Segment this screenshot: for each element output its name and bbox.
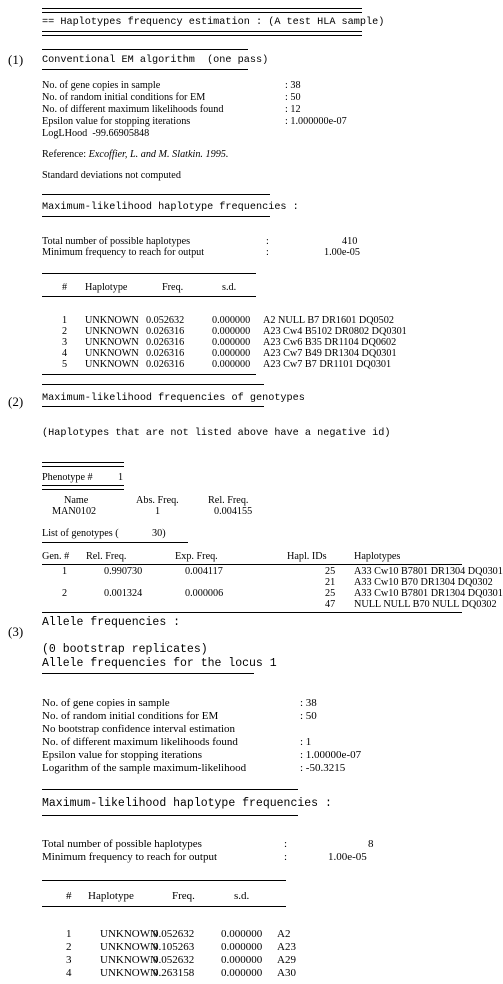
- row-num: 4: [62, 348, 68, 359]
- min-label-2: Minimum frequency to reach for output: [42, 851, 218, 863]
- geno-col-header: Hapl. IDs: [287, 551, 327, 562]
- param-value: : 50: [285, 92, 301, 103]
- section-marker-2: (2): [8, 394, 24, 409]
- row-allele: A29: [277, 954, 296, 966]
- page-title: == Haplotypes frequency estimation : (A test HLA sample): [42, 17, 385, 28]
- reference-label: Reference:: [42, 149, 89, 160]
- col-header: s.d.: [234, 890, 250, 902]
- std-note: Standard deviations not computed: [42, 170, 181, 181]
- col-header: s.d.: [222, 282, 237, 293]
- rule: [42, 49, 248, 50]
- row-sd: 0.000000: [212, 326, 251, 337]
- row-sd: 0.000000: [221, 941, 263, 953]
- reference-authors: Excoffier, L. and M. Slatkin. 1995.: [88, 149, 229, 160]
- header-rule-bottom: [42, 31, 362, 36]
- row-hap: UNKNOWN: [100, 941, 159, 953]
- section-marker-3: (3): [8, 624, 24, 639]
- row-sd: 0.000000: [212, 315, 251, 326]
- pheno-name: MAN0102: [52, 506, 97, 517]
- param-value: : 38: [285, 80, 301, 91]
- geno-id: 21: [325, 577, 336, 588]
- row-alleles: A23 Cw6 B35 DR1104 DQ0602: [263, 337, 397, 348]
- geno-col-header: Rel. Freq.: [86, 551, 127, 562]
- geno-hap: NULL NULL B70 NULL DQ0302: [354, 599, 497, 610]
- row-freq: 0.052632: [153, 954, 195, 966]
- allele-frequencies-title: Allele frequencies :: [42, 616, 181, 629]
- min-value: 1.00e-05: [324, 247, 360, 258]
- genotype-list-label: List of genotypes (: [42, 528, 119, 539]
- rule: [42, 906, 286, 907]
- rule: [42, 789, 298, 790]
- param-value: : 50: [300, 710, 317, 722]
- param-label: No. of different maximum likelihoods found: [42, 104, 224, 115]
- rule: [42, 374, 256, 375]
- mlh-title-2: Maximum-likelihood haplotype frequencies :: [42, 797, 332, 810]
- row-num: 5: [62, 359, 68, 370]
- param-value: : 1: [300, 736, 312, 748]
- geno-col-header: Exp. Freq.: [175, 551, 218, 562]
- param-label: No. of random initial conditions for EM: [42, 92, 206, 103]
- pheno-abs: 1: [155, 506, 161, 517]
- geno-hap: A33 Cw10 B7801 DR1304 DQ0301: [354, 588, 503, 599]
- row-hap: UNKNOWN: [100, 967, 159, 979]
- row-hap: UNKNOWN: [100, 928, 159, 940]
- genotype-mlh-title: Maximum-likelihood frequencies of genotypes: [42, 393, 305, 404]
- total-label-2: Total number of possible haplotypes: [42, 838, 202, 850]
- total-label: Total number of possible haplotypes: [42, 236, 191, 247]
- colon: :: [266, 236, 269, 247]
- param-label: No. of different maximum likelihoods found: [42, 736, 238, 748]
- bootstrap-note: (0 bootstrap replicates): [42, 643, 208, 656]
- negative-id-note: (Haplotypes that are not listed above have a negative id): [42, 428, 391, 439]
- row-hap: UNKNOWN: [85, 337, 139, 348]
- phenotype-label: Phenotype #: [42, 472, 93, 483]
- row-num: 1: [62, 315, 68, 326]
- col-header: #: [66, 890, 72, 902]
- row-alleles: A23 Cw7 B7 DR1101 DQ0301: [263, 359, 392, 370]
- locus-title: Allele frequencies for the locus 1: [42, 657, 277, 670]
- row-freq: 0.105263: [153, 941, 195, 953]
- rule: [42, 485, 124, 490]
- param-value: : -50.3215: [300, 762, 346, 774]
- colon: :: [284, 851, 288, 863]
- row-allele: A23: [277, 941, 296, 953]
- geno-num: 1: [62, 566, 68, 577]
- param-label: No. of gene copies in sample: [42, 80, 161, 91]
- total-value: 410: [342, 236, 358, 247]
- pheno-col-header: Rel. Freq.: [208, 495, 249, 506]
- param-label: Epsilon value for stopping iterations: [42, 749, 203, 761]
- row-freq: 0.052632: [153, 928, 195, 940]
- reference: [42, 149, 228, 161]
- colon: :: [284, 838, 288, 850]
- param-value: : 12: [285, 104, 301, 115]
- rule: [42, 564, 462, 565]
- algo-title: Conventional EM algorithm (one pass): [42, 55, 269, 66]
- row-sd: 0.000000: [221, 928, 263, 940]
- row-num: 2: [66, 941, 72, 953]
- geno-exp: 0.000006: [185, 588, 224, 599]
- param-value: : 38: [300, 697, 317, 709]
- rule: [42, 815, 298, 816]
- row-alleles: A2 NULL B7 DR1601 DQ0502: [263, 315, 394, 326]
- rule: [42, 542, 188, 543]
- row-num: 3: [66, 954, 72, 966]
- row-alleles: A23 Cw4 B5102 DR0802 DQ0301: [263, 326, 407, 337]
- col-header: Haplotype: [85, 282, 128, 293]
- min-label: Minimum frequency to reach for output: [42, 247, 205, 258]
- param-label: No. of random initial conditions for EM: [42, 710, 219, 722]
- colon: :: [266, 247, 269, 258]
- pheno-col-header: Abs. Freq.: [136, 495, 179, 506]
- row-hap: UNKNOWN: [85, 359, 139, 370]
- row-sd: 0.000000: [221, 967, 263, 979]
- row-freq: 0.026316: [146, 337, 185, 348]
- row-sd: 0.000000: [212, 348, 251, 359]
- geno-id: 25: [325, 588, 336, 599]
- loglhood: LogLHood -99.66905848: [42, 128, 150, 139]
- phenotype-num: 1: [118, 472, 124, 483]
- row-alleles: A23 Cw7 B49 DR1304 DQ0301: [263, 348, 397, 359]
- rule: [42, 612, 462, 613]
- row-num: 2: [62, 326, 68, 337]
- rule: [42, 69, 248, 70]
- rule: [42, 880, 286, 881]
- mlh-title: Maximum-likelihood haplotype frequencies :: [42, 202, 299, 213]
- rule: [42, 462, 124, 467]
- row-num: 4: [66, 967, 72, 979]
- genotype-count: 30): [152, 528, 166, 539]
- row-freq: 0.026316: [146, 326, 185, 337]
- pheno-col-header: Name: [64, 495, 89, 506]
- pheno-rel: 0.004155: [214, 506, 253, 517]
- geno-rel: 0.990730: [104, 566, 143, 577]
- row-num: 1: [66, 928, 72, 940]
- geno-rel: 0.001324: [104, 588, 143, 599]
- row-freq: 0.263158: [153, 967, 195, 979]
- row-hap: UNKNOWN: [85, 326, 139, 337]
- row-hap: UNKNOWN: [85, 348, 139, 359]
- col-header: #: [62, 282, 68, 293]
- param-label: No bootstrap confidence interval estimation: [42, 723, 236, 735]
- geno-num: 2: [62, 588, 68, 599]
- section-marker-1: (1): [8, 52, 24, 67]
- geno-hap: A33 Cw10 B70 DR1304 DQ0302: [354, 577, 493, 588]
- rule: [42, 194, 270, 195]
- min-value-2: 1.00e-05: [328, 851, 367, 863]
- rule: [42, 673, 254, 674]
- row-hap: UNKNOWN: [85, 315, 139, 326]
- row-sd: 0.000000: [221, 954, 263, 966]
- rule: [42, 406, 264, 407]
- row-hap: UNKNOWN: [100, 954, 159, 966]
- total-value-2: 8: [368, 838, 374, 850]
- col-header: Haplotype: [88, 890, 134, 902]
- row-num: 3: [62, 337, 68, 348]
- param-label: Epsilon value for stopping iterations: [42, 116, 191, 127]
- rule: [42, 216, 270, 217]
- row-allele: A30: [277, 967, 296, 979]
- row-freq: 0.026316: [146, 359, 185, 370]
- param-value: : 1.00000e-07: [300, 749, 362, 761]
- row-allele: A2: [277, 928, 291, 940]
- param-label: Logarithm of the sample maximum-likelihood: [42, 762, 247, 774]
- geno-id: 47: [325, 599, 336, 610]
- row-sd: 0.000000: [212, 359, 251, 370]
- param-label: No. of gene copies in sample: [42, 697, 170, 709]
- geno-col-header: Haplotypes: [354, 551, 401, 562]
- rule: [42, 384, 264, 385]
- geno-col-header: Gen. #: [42, 551, 70, 562]
- row-freq: 0.026316: [146, 348, 185, 359]
- geno-exp: 0.004117: [185, 566, 223, 577]
- geno-hap: A33 Cw10 B7801 DR1304 DQ0301: [354, 566, 503, 577]
- row-freq: 0.052632: [146, 315, 185, 326]
- row-sd: 0.000000: [212, 337, 251, 348]
- header-rule-top: [42, 8, 362, 13]
- param-value: : 1.000000e-07: [285, 116, 347, 127]
- col-header: Freq.: [172, 890, 195, 902]
- rule: [42, 296, 256, 297]
- rule: [42, 273, 256, 274]
- geno-id: 25: [325, 566, 336, 577]
- col-header: Freq.: [162, 282, 184, 293]
